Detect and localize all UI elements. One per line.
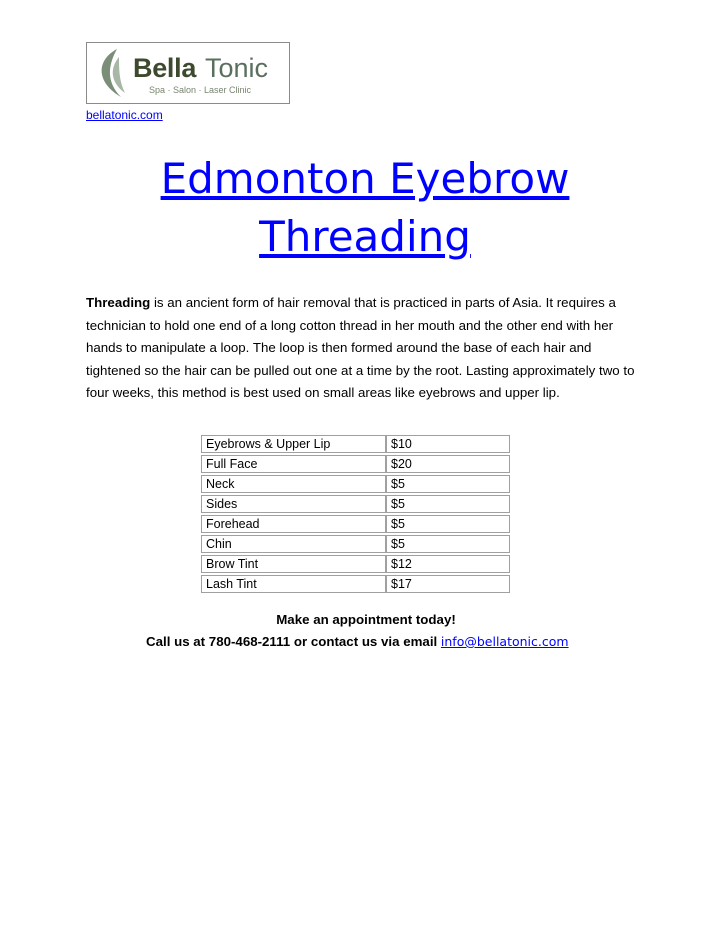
table-row	[201, 575, 510, 593]
logo-brand-bold: Bella	[133, 53, 197, 83]
contact-line	[146, 634, 569, 649]
appointment-cta: Make an appointment today!	[276, 612, 456, 627]
table-row	[201, 475, 510, 493]
intro-paragraph	[86, 292, 646, 405]
service-cell: Lash Tint	[201, 575, 386, 593]
table-row	[201, 495, 510, 513]
service-cell: Full Face	[201, 455, 386, 473]
service-cell: Brow Tint	[201, 555, 386, 573]
logo-brand-light: Tonic	[205, 53, 269, 83]
price-cell: $5	[386, 475, 510, 493]
table-row	[201, 555, 510, 573]
service-cell: Forehead	[201, 515, 386, 533]
logo	[86, 42, 290, 104]
intro-body: is an ancient form of hair removal that is practiced in parts of Asia. It requires a technician to hold one end of a long cotton thread in her mouth and the other end with her hands to manipulate a loop. The loop is then formed around the base of each hair and tightened so the hair can be pulled out one at a time by the root. Lasting approximately two to four weeks, this method is best used on small areas like eyebrows and upper lip.	[86, 295, 635, 400]
service-cell: Neck	[201, 475, 386, 493]
price-cell: $5	[386, 495, 510, 513]
price-cell: $5	[386, 535, 510, 553]
service-cell: Eyebrows & Upper Lip	[201, 435, 386, 453]
logo-tagline: Spa · Salon · Laser Clinic	[149, 85, 252, 95]
contact-text: Call us at 780-468-2111 or contact us via email	[146, 634, 441, 649]
email-link[interactable]: info@bellatonic.com	[440, 634, 569, 649]
price-cell: $17	[386, 575, 510, 593]
site-link[interactable]: bellatonic.com	[86, 108, 163, 122]
table-row	[201, 435, 510, 453]
service-cell: Chin	[201, 535, 386, 553]
intro-lead: Threading	[86, 295, 151, 310]
service-cell: Sides	[201, 495, 386, 513]
price-table	[201, 433, 510, 595]
price-cell: $20	[386, 455, 510, 473]
table-row	[201, 455, 510, 473]
price-cell: $12	[386, 555, 510, 573]
table-row	[201, 535, 510, 553]
table-row	[201, 515, 510, 533]
price-cell: $10	[386, 435, 510, 453]
page-title[interactable]: Edmonton Eyebrow Threading	[160, 154, 570, 261]
price-cell: $5	[386, 515, 510, 533]
